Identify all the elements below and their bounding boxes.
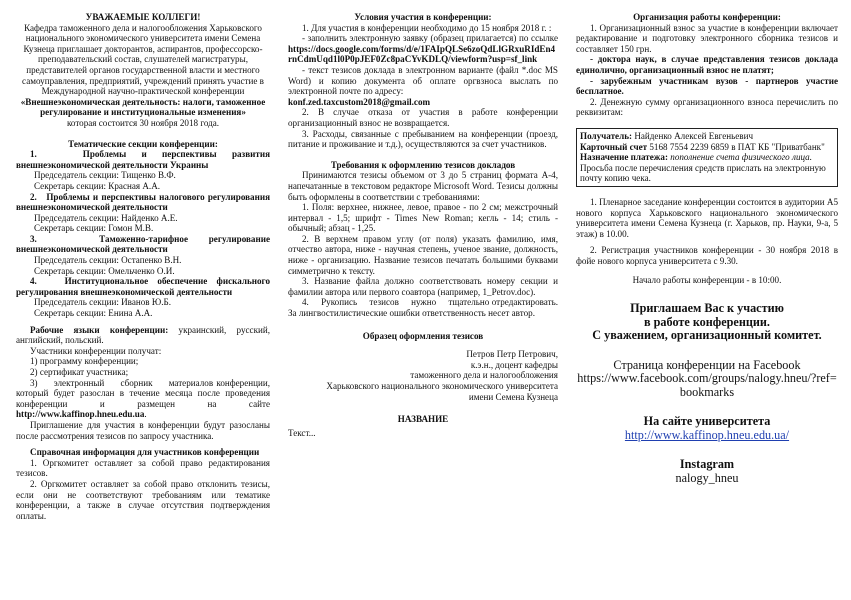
facebook-link[interactable]: https://www.facebook.com/groups/nalogy.hneu/?ref=bookmarks bbox=[577, 371, 837, 399]
section-title: 1. Проблемы и перспективы развития внешнеэкономической деятельности Украины bbox=[16, 149, 270, 170]
column-right bbox=[576, 12, 838, 485]
section-title: 4. Институциональное обеспечение фискального регулирования внешнеэкономической деятельности bbox=[16, 276, 270, 297]
requirements-heading: Требования к оформлению тезисов докладов bbox=[330, 159, 516, 170]
sample-author-line: таможенного дела и налогообложения bbox=[410, 370, 558, 381]
sections-heading: Тематические секции конференции: bbox=[68, 138, 218, 149]
section-secretary: Секретарь секции: Омельченко О.И. bbox=[34, 265, 175, 276]
sample-title: НАЗВАНИЕ bbox=[397, 414, 449, 425]
university-site-link[interactable]: http://www.kaffinop.hneu.edu.ua/ bbox=[624, 427, 790, 442]
conditions-heading: Условия участия в конференции: bbox=[354, 12, 492, 22]
payment-note: Просьба после перечисления средств прислать на электронную почту копию чека. bbox=[580, 162, 826, 184]
payment-purpose: Назначение платежа: пополнение счета физического лица. bbox=[580, 152, 812, 163]
receive-site-link[interactable]: http://www.kaffinop.hneu.edu.ua bbox=[16, 409, 145, 420]
reference-item: 2. Оргкомитет оставляет за собой право отклонить тезисы, если они не соответствуют требованиям или тематике конференции, а также в случае отсутствия подтверждения оплаты. bbox=[16, 478, 270, 521]
condition-3: 3. Расходы, связанные с пребыванием на конференции (проезд, питание и проживание и т.д.), осуществляются за счет участников. bbox=[288, 128, 558, 150]
receive-item: 2) сертификат участника; bbox=[30, 367, 129, 377]
languages-label: Рабочие языки конференции: bbox=[30, 324, 169, 335]
university-site-block bbox=[576, 415, 838, 442]
sample-author-line: Петров Петр Петрович, bbox=[466, 349, 558, 360]
recipient: Получатель: Найденко Алексей Евгеньевич bbox=[580, 130, 754, 141]
org-item-2: 2. Денежную сумму организационного взноса перечислить по реквизитам: bbox=[576, 96, 838, 118]
invite-line: С уважением, организационный комитет. bbox=[592, 328, 822, 343]
conference-title: «Внешнеэкономическая деятельность: налоги, таможенное регулирование и институциональные изменения» bbox=[20, 96, 266, 118]
site-heading: На сайте университета bbox=[643, 414, 771, 429]
section-secretary: Секретарь секции: Гомон М.В. bbox=[34, 223, 154, 234]
receive-heading: Участники конференции получат: bbox=[30, 345, 162, 356]
receive-item: 1) программу конференции; bbox=[30, 356, 139, 367]
section-chair: Председатель секции: Найденко А.Е. bbox=[34, 212, 178, 223]
section-2 bbox=[16, 192, 270, 234]
sample-author-line: имени Семена Кузнеца bbox=[468, 391, 558, 402]
registration-form-link[interactable]: https://docs.google.com/forms/d/e/1FAIpQLSe6zoQdLlGRxuRIdEn4rnCdmUqd1l0P0pJEF0Zc8paCYvKDLQ/viewform?usp=sf_link bbox=[288, 43, 556, 65]
invitation-block bbox=[576, 302, 838, 343]
facebook-block bbox=[576, 359, 838, 400]
card-account: Карточный счет 5168 7554 2239 6859 в ПАТ КБ "Приватбанк" bbox=[580, 141, 825, 152]
sample-author-line: Харьковского национального экономического университета bbox=[326, 381, 558, 391]
payment-details-box bbox=[576, 128, 838, 187]
condition-1b: - текст тезисов доклада в электронном варианте (файл *.doc MS Word) и копию документа об оплате оргвзноса выслать по электронной почте по адресу: bbox=[288, 64, 558, 97]
requirement-item: 4. Рукопись тезисов нужно тщательно отредактировать. За лингвостилистические ошибки ответственность несет автор. bbox=[288, 297, 558, 319]
receive-item: 3) электронный сборник материалов конференции, который будет разослан в течение месяца после проведения конференции и размещен на сайте http://www.kaffinop.hneu.edu.ua. bbox=[16, 377, 270, 420]
condition-2: 2. В случае отказа от участия в работе конференции организационный взнос не возвращается. bbox=[288, 107, 558, 128]
section-4 bbox=[16, 276, 270, 318]
requirements-intro: Принимаются тезисы объемом от 3 до 5 страниц формата А-4, напечатанные в текстовом редакторе Microsoft Word. Тезисы должны быть оформлены в соответствии с требованиями: bbox=[288, 170, 558, 202]
section-title: 3. Таможенно-тарифное регулирование внешнеэкономической деятельности bbox=[16, 233, 270, 255]
facebook-heading: Страница конференции на Facebook bbox=[613, 357, 801, 372]
section-chair: Председатель секции: Тищенко В.Ф. bbox=[34, 170, 176, 181]
condition-1: 1. Для участия в конференции необходимо до 15 ноября 2018 г. : bbox=[302, 22, 552, 33]
instagram-block bbox=[576, 458, 838, 485]
org-item-1b: - зарубежным участникам вузов - партнеров участие бесплатное. bbox=[576, 75, 838, 97]
sample-author-block bbox=[288, 349, 558, 402]
start-time: Начало работы конференции - в 10:00. bbox=[632, 275, 782, 286]
instagram-heading: Instagram bbox=[679, 457, 735, 472]
reference-heading: Справочная информация для участников конференции bbox=[30, 447, 260, 458]
organization-heading: Организация работы конференции: bbox=[633, 12, 781, 22]
section-secretary: Секретарь секции: Енина А.А. bbox=[34, 308, 153, 319]
reference-item: 1. Оргкомитет оставляет за собой право редактирования тезисов. bbox=[16, 457, 270, 479]
sample-author-line: к.э.н., доцент кафедры bbox=[470, 359, 558, 370]
org-item-1: 1. Организационный взнос за участие в конференции включает редактирование и подготовку электронного сборника тезисов и составляет 150 грн. bbox=[576, 22, 838, 54]
org-item-1a: - доктора наук, в случае представления тезисов доклада единолично, организационный взнос не платят; bbox=[576, 54, 838, 75]
conference-date: которая состоится 30 ноября 2018 года. bbox=[66, 117, 220, 128]
requirement-item: 1. Поля: верхнее, нижнее, левое, правое - по 2 см; межстрочный интервал - 1,5; шрифт - Times New Roman; кегль - 14; стиль - обычный; абзац - 1,25. bbox=[288, 202, 558, 234]
languages-value: украинский, русский, английский, польский. bbox=[16, 324, 270, 346]
section-title: 2. Проблемы и перспективы налогового регулирования внешнеэкономической деятельности bbox=[16, 191, 270, 213]
column-left bbox=[16, 12, 270, 521]
requirement-item: 2. В верхнем правом углу (от поля) указать фамилию, имя, отчество автора, ниже - научная степень, ученое звание, должность, ниже - организацию. Название тезисов печатать большими буквами симметрично к тексту. bbox=[288, 233, 558, 276]
languages bbox=[16, 325, 270, 346]
event-plenary: 1. Пленарное заседание конференции состоится в аудитории А5 нового корпуса Харьковского национального экономического университета имени Семена Кузнеца (г. Харьков, пр. Науки, 9-а, 5 этаж) в 10.00. bbox=[576, 196, 838, 239]
column-middle bbox=[288, 12, 558, 438]
submission-email[interactable]: konf.zed.taxcustom2018@gmail.com bbox=[288, 96, 431, 107]
invitation-note: Приглашение для участия в конференции будут разосланы после рассмотрения тезисов по запросу участника. bbox=[16, 419, 270, 441]
section-secretary: Секретарь секции: Красная А.А. bbox=[34, 180, 161, 191]
event-registration: 2. Регистрация участников конференции - 30 ноября 2018 в фойе нового корпуса университета с 9.30. bbox=[576, 245, 838, 266]
invite-line: в работе конференции. bbox=[644, 314, 770, 329]
invite-line: Приглашаем Вас к участию bbox=[630, 301, 784, 316]
instagram-handle[interactable]: nalogy_hneu bbox=[675, 470, 739, 485]
condition-1a: - заполнить электронную заявку (образец прилагается) по ссылке https://docs.google.com/forms/d/e/1FAIpQLSe6zoQdLlGRxuRIdEn4rnCdmUqd1l0P0pJEF0Zc8paCYvKDLQ/viewform?usp=sf_link bbox=[288, 33, 558, 65]
requirement-item: 3. Название файла должно соответствовать номеру секции и фамилии автора или первого соавтора (например, 1_Petrov.doc). bbox=[288, 276, 558, 297]
section-1 bbox=[16, 149, 270, 191]
sample-text: Текст... bbox=[288, 427, 316, 438]
sample-heading: Образец оформления тезисов bbox=[362, 330, 484, 341]
section-chair: Председатель секции: Остапенко В.Н. bbox=[34, 255, 182, 266]
section-chair: Председатель секции: Иванов Ю.Б. bbox=[34, 297, 171, 308]
intro-text: Кафедра таможенного дела и налогообложения Харьковского национального экономического университета имени Семена Кузнеца приглашает докторантов, аспирантов, профессорско-преподавательский состав, слушателей магистратуры, представителей органов государственной власти и местного самоуправления, предприятий, учреждений принять участие в Международной научно-практической конференции bbox=[22, 22, 264, 97]
section-3 bbox=[16, 234, 270, 276]
greeting-heading: УВАЖАЕМЫЕ КОЛЛЕГИ! bbox=[85, 12, 201, 22]
